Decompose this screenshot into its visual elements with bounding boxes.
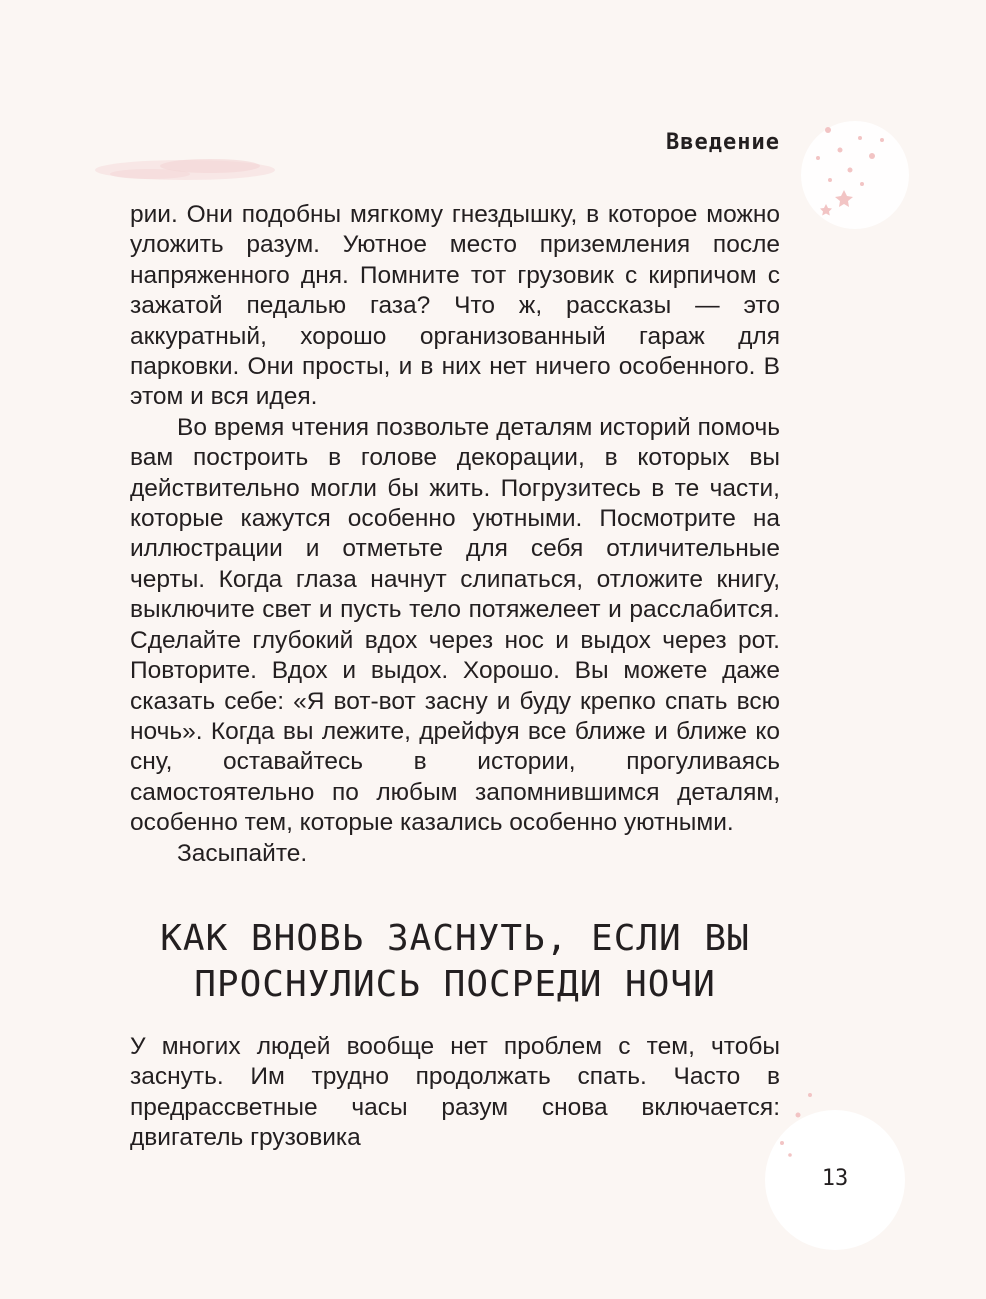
running-title: Введение bbox=[666, 130, 780, 155]
body-text-top bbox=[130, 200, 780, 869]
pink-watercolor-smudge-icon bbox=[90, 150, 280, 190]
section-heading-line-2: ПРОСНУЛИСЬ ПОСРЕДИ НОЧИ bbox=[194, 964, 716, 1005]
section-heading bbox=[130, 916, 780, 1008]
pink-dots-sparkle-icon bbox=[770, 1085, 830, 1165]
paragraph: Засыпайте. bbox=[177, 839, 308, 867]
section-heading-line-1: КАК ВНОВЬ ЗАСНУТЬ, ЕСЛИ ВЫ bbox=[160, 918, 750, 959]
pink-stars-sparkle-icon bbox=[800, 120, 910, 230]
paragraph: рии. Они подобны мягкому гнездышку, в которое можно уложить разум. Уютное место приземления после напряженного дня. Помните тот грузовик с кирпичом с зажатой педалью газа? Что ж, рассказы — это аккуратный, хорошо организованный гараж для парковки. Они просты, и в них нет ничего особенного. В этом и вся идея. bbox=[130, 201, 780, 411]
paragraph: У многих людей вообще нет проблем с тем, чтобы заснуть. Им трудно продолжать спать. Часто в предрассветные часы разум снова включается: двигатель грузовика bbox=[130, 1033, 780, 1152]
page-number: 13 bbox=[821, 1166, 849, 1191]
paragraph: Во время чтения позвольте деталям историй помочь вам построить в голове декорации, в которых вы действительно могли бы жить. Погрузитесь в те части, которые кажутся особенно уютными. Посмотрите на иллюстрации и отметьте для себя отличительные черты. Когда глаза начнут слипаться, отложите книгу, выключите свет и пусть тело потяжелеет и расслабится. Сделайте глубокий вдох через нос и выдох через рот. Повторите. Вдох и выдох. Хорошо. Вы можете даже сказать себе: «Я вот-вот засну и буду крепко спать всю ночь». Когда вы лежите, дрейфуя все ближе и ближе ко сну, оставайтесь в истории, прогуливаясь самостоятельно по любым запомнившимся деталям, особенно тем, которые казались особенно уютными. bbox=[130, 413, 780, 837]
body-text-bottom bbox=[130, 1032, 780, 1154]
